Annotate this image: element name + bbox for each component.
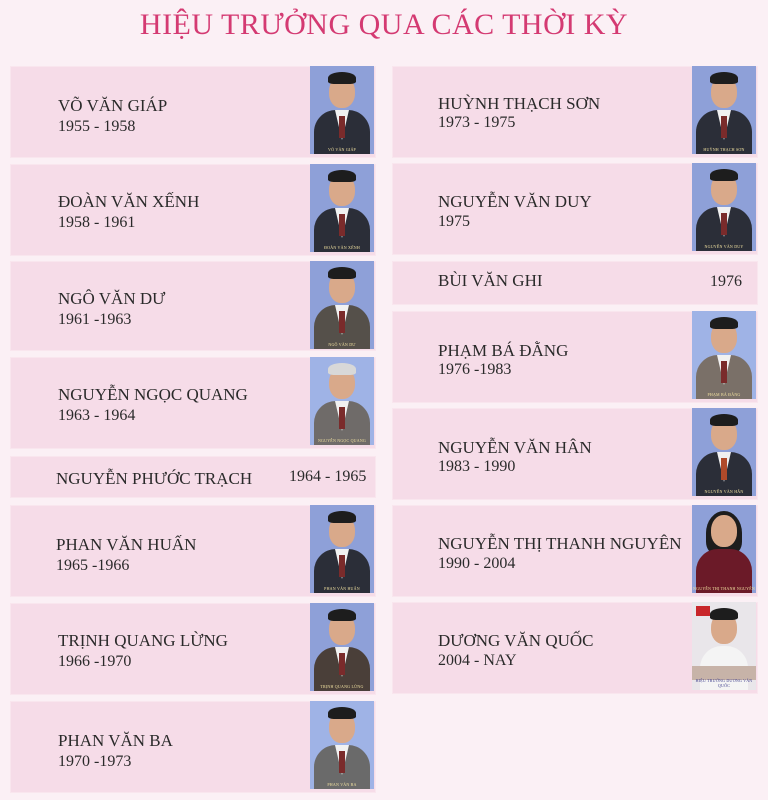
principal-card — [10, 66, 376, 158]
portrait-photo — [692, 408, 756, 496]
portrait-caption: NGÔ VĂN DƯ — [328, 342, 356, 347]
portrait-caption: NGUYỄN VĂN HÂN — [704, 489, 744, 494]
principal-name: NGÔ VĂN DƯ — [58, 289, 166, 308]
principal-card — [392, 602, 758, 694]
portrait-photo — [310, 66, 374, 154]
principal-card — [392, 408, 758, 500]
principal-years: 1975 — [438, 213, 470, 230]
portrait-caption: PHẠM BÁ ĐẰNG — [707, 392, 741, 397]
portrait-caption: PHAN VĂN HUẤN — [324, 586, 360, 591]
principal-name: NGUYỄN THỊ THANH NGUYÊN — [438, 534, 682, 553]
principal-name: PHAN VĂN HUẤN — [56, 535, 197, 554]
portrait-photo — [310, 603, 374, 691]
portrait-caption: NGUYỄN VĂN DUY — [704, 244, 744, 249]
portrait-caption: TRỊNH QUANG LỪNG — [320, 684, 364, 689]
principal-years: 1955 - 1958 — [58, 118, 136, 135]
portrait-caption: NGUYỄN NGỌC QUANG — [317, 438, 367, 443]
principal-years: 1958 - 1961 — [58, 214, 136, 231]
portrait-caption: NGUYỄN THỊ THANH NGUYÊN — [693, 586, 755, 591]
page-title: HIỆU TRƯỞNG QUA CÁC THỜI KỲ — [139, 8, 629, 41]
principal-years: 1973 - 1975 — [438, 114, 516, 131]
portrait-photo — [692, 505, 756, 593]
principal-name: PHAN VĂN BA — [58, 731, 173, 750]
principal-card — [10, 505, 376, 597]
portrait-photo — [692, 163, 756, 251]
portrait-photo — [310, 164, 374, 252]
principal-years: 1965 -1966 — [56, 557, 130, 574]
portrait-photo — [310, 701, 374, 789]
portrait-caption: VÕ VĂN GIÁP — [328, 147, 356, 152]
principal-name: TRỊNH QUANG LỪNG — [58, 631, 228, 650]
principal-years: 1970 -1973 — [58, 753, 132, 770]
principal-years: 1961 -1963 — [58, 311, 132, 328]
principal-card — [10, 164, 376, 256]
principal-name: NGUYỄN PHƯỚC TRẠCH — [56, 469, 253, 488]
portrait-photo — [692, 602, 756, 690]
principal-card — [392, 505, 758, 597]
principal-years: 2004 - NAY — [438, 652, 517, 669]
portrait-caption: PHAN VĂN BA — [327, 782, 357, 787]
portrait-photo — [692, 66, 756, 154]
principal-card — [10, 701, 376, 793]
principal-card — [10, 603, 376, 695]
principal-card — [392, 261, 758, 305]
portrait-photo — [310, 505, 374, 593]
principal-card — [10, 357, 376, 449]
principal-name: ĐOÀN VĂN XẾNH — [58, 192, 200, 211]
principal-years: 1983 - 1990 — [438, 458, 516, 475]
principal-name: NGUYỄN VĂN DUY — [438, 192, 592, 211]
principal-years: 1963 - 1964 — [58, 407, 136, 424]
principal-name: BÙI VĂN GHI — [438, 271, 543, 290]
portrait-caption: ĐOÀN VĂN XẾNH — [324, 245, 360, 250]
principal-years: 1990 - 2004 — [438, 555, 516, 572]
principal-name: HUỲNH THẠCH SƠN — [438, 94, 601, 113]
principal-card — [10, 261, 376, 351]
portrait-photo — [692, 311, 756, 399]
principal-name: PHẠM BÁ ĐẰNG — [438, 341, 569, 360]
portrait-caption: HIỆU TRƯỞNG DƯƠNG VĂN QUỐC — [695, 678, 753, 688]
principal-card — [392, 311, 758, 403]
principal-name: NGUYỄN NGỌC QUANG — [58, 385, 248, 404]
principal-card — [392, 66, 758, 158]
principal-name: NGUYỄN VĂN HÂN — [438, 438, 592, 457]
principal-card — [10, 456, 376, 498]
principal-years: 1966 -1970 — [58, 653, 132, 670]
principal-years: 1976 — [710, 273, 742, 290]
principal-name: DƯƠNG VĂN QUỐC — [438, 631, 594, 650]
principal-years: 1964 - 1965 — [289, 468, 367, 485]
principal-name: VÕ VĂN GIÁP — [58, 96, 168, 115]
portrait-caption: HUỲNH THẠCH SƠN — [703, 147, 745, 152]
principal-card — [392, 163, 758, 255]
portrait-photo — [310, 261, 374, 349]
principal-years: 1976 -1983 — [438, 361, 512, 378]
portrait-photo — [310, 357, 374, 445]
